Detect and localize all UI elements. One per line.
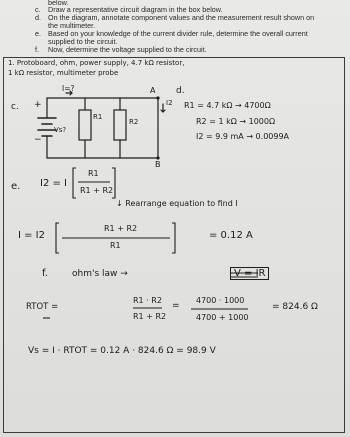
part-c-label: c. bbox=[11, 102, 19, 112]
node-b-label: B bbox=[155, 160, 161, 169]
total-current-label: I=? bbox=[62, 84, 75, 93]
rearrange-note: ↓ Rearrange equation to find I bbox=[116, 199, 238, 208]
current-divider-lhs: I2 = I bbox=[40, 178, 67, 189]
instruction-e: Based on your knowledge of the current divider rule, determine the overall current bbox=[48, 29, 308, 38]
branch-current-label: I2 bbox=[166, 99, 173, 107]
instruction-e-marker: e. bbox=[35, 29, 41, 38]
r1-label: R1 bbox=[93, 113, 103, 121]
current-divider-numerator: R1 bbox=[88, 169, 99, 178]
instruction-f: Now, determine the voltage supplied to the circuit. bbox=[48, 45, 207, 54]
instruction-line-below: below. bbox=[48, 0, 69, 7]
instruction-d: On the diagram, annotate component values and the measurement result shown on bbox=[48, 13, 315, 22]
node-a-label: A bbox=[150, 86, 156, 95]
part-e-label: e. bbox=[11, 181, 21, 192]
instruction-c: Draw a representative circuit diagram in the box below. bbox=[48, 5, 223, 14]
rtot-result: = 824.6 Ω bbox=[272, 302, 318, 312]
instruction-d-cont: the multimeter. bbox=[48, 21, 96, 30]
ohms-law-formula: V = IR bbox=[230, 267, 269, 280]
part-f-label: f. bbox=[42, 268, 48, 279]
instruction-f-marker: f. bbox=[35, 45, 39, 54]
instruction-d-marker: d. bbox=[35, 13, 41, 22]
current-divider-denominator: R1 + R2 bbox=[80, 186, 114, 195]
total-current-result: = 0.12 A bbox=[209, 230, 253, 241]
rearranged-lhs: I = I2 bbox=[18, 230, 45, 241]
part-d-label: d. bbox=[176, 86, 185, 96]
ohms-law-note: ohm's law → bbox=[72, 269, 128, 279]
r1-value: R1 = 4.7 kΩ → 4700Ω bbox=[184, 101, 271, 110]
equipment-list-line2: 1 kΩ resistor, multimeter probe bbox=[8, 69, 119, 77]
instruction-c-marker: c. bbox=[35, 5, 41, 14]
rtot-numerator: R1 · R2 bbox=[133, 296, 162, 305]
equipment-list-line1: 1. Protoboard, ohm, power supply, 4.7 kΩ resistor, bbox=[8, 59, 185, 67]
rearranged-denominator: R1 bbox=[110, 241, 121, 250]
rtot-denominator-values: 4700 + 1000 bbox=[196, 313, 249, 322]
plus-terminal-label: + bbox=[34, 100, 42, 110]
rtot-lhs: RTOT = bbox=[26, 302, 59, 312]
minus-terminal-label: − bbox=[34, 135, 42, 145]
instruction-e-cont: supplied to the circuit. bbox=[48, 37, 118, 46]
rtot-denominator: R1 + R2 bbox=[133, 312, 167, 321]
rtot-equals: = bbox=[172, 301, 180, 311]
i2-measured-value: I2 = 9.9 mA → 0.0099A bbox=[196, 132, 290, 141]
rearranged-numerator: R1 + R2 bbox=[104, 224, 138, 233]
r2-label: R2 bbox=[129, 118, 139, 126]
supply-voltage-result: Vs = I · RTOT = 0.12 A · 824.6 Ω = 98.9 V bbox=[28, 346, 216, 356]
r2-value: R2 = 1 kΩ → 1000Ω bbox=[196, 117, 276, 126]
rtot-numerator-values: 4700 · 1000 bbox=[196, 296, 245, 305]
source-voltage-label: Vs? bbox=[54, 126, 67, 134]
